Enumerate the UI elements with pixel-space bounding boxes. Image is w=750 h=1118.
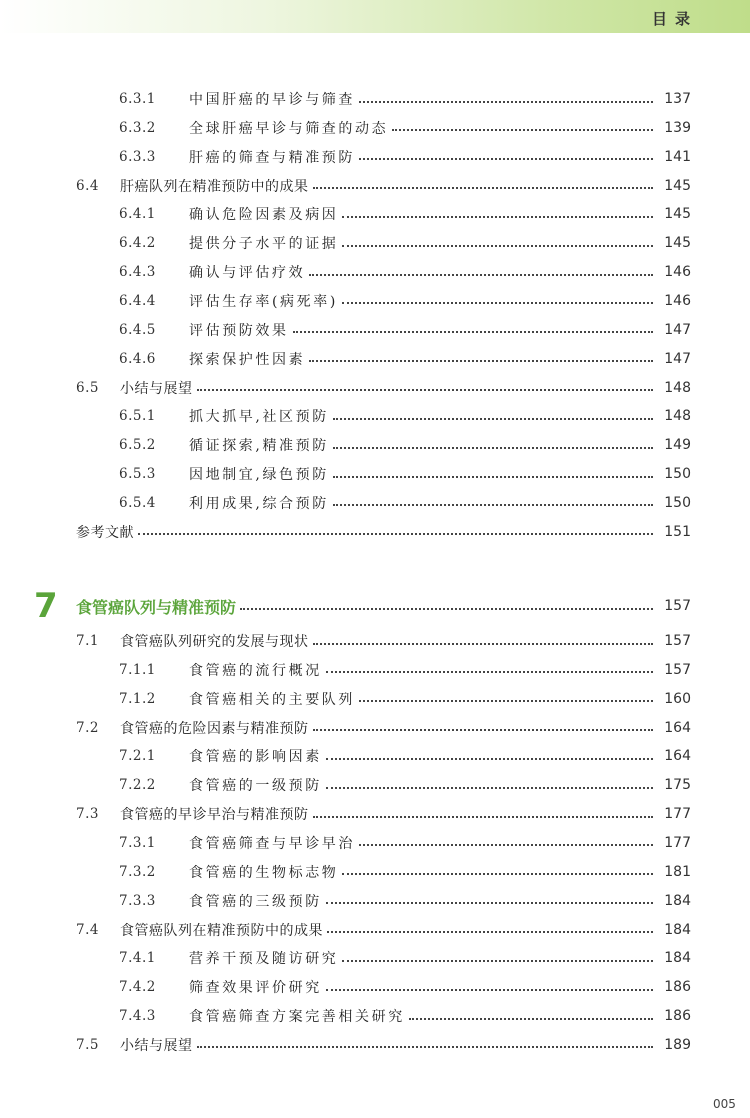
toc-entry[interactable]: [76, 376, 691, 400]
section-title: 中国肝癌的早诊与筛查: [189, 92, 355, 108]
leader-dots: [359, 100, 653, 103]
page-number: 184: [664, 950, 691, 967]
section-title: 食管癌筛查方案完善相关研究: [189, 1009, 405, 1026]
section-number: 6.4.6: [119, 350, 156, 367]
section-number: 6.4.1: [119, 206, 156, 223]
toc-entry[interactable]: [119, 404, 691, 428]
leader-dots: [333, 475, 653, 478]
toc-entry[interactable]: [119, 491, 691, 515]
leader-dots: [326, 901, 653, 904]
section-title: 食管癌队列研究的发展与现状: [120, 634, 309, 650]
chapter-page-number: 157: [664, 598, 691, 614]
toc-entry[interactable]: [119, 202, 691, 226]
page-number: 184: [664, 892, 691, 909]
section-number: 7.4: [76, 921, 99, 938]
section-number: 6.3.1: [119, 91, 156, 107]
leader-dots: [309, 359, 653, 362]
running-header-title: 目录: [652, 10, 699, 28]
leader-dots: [313, 815, 654, 818]
page-number: 137: [664, 91, 691, 107]
leader-dots: [326, 786, 653, 789]
toc-entry[interactable]: [76, 716, 691, 740]
toc-entry[interactable]: [76, 520, 691, 544]
section-title: 食管癌的影响因素: [189, 749, 322, 766]
section-number: 6.3.3: [119, 148, 156, 165]
section-number: 6.5.2: [119, 437, 156, 454]
section-number: 7.2: [76, 719, 99, 736]
leader-dots: [342, 959, 653, 962]
section-number: 7.4.3: [119, 1008, 156, 1025]
leader-dots: [293, 330, 653, 333]
page-number: 146: [664, 292, 691, 309]
toc-entry[interactable]: [119, 145, 691, 169]
page-number: 157: [664, 661, 691, 678]
section-title: 食管癌的流行概况: [189, 662, 322, 679]
page-number: 189: [664, 1036, 691, 1053]
section-title: 食管癌的危险因素与精准预防: [120, 720, 309, 737]
leader-dots: [138, 532, 653, 535]
section-number: 6.5: [76, 379, 99, 396]
page-number: 184: [664, 921, 691, 938]
section-number: 7.1.2: [119, 690, 156, 707]
leader-dots: [409, 1017, 653, 1020]
toc-entry[interactable]: [119, 975, 691, 999]
leader-dots: [342, 244, 653, 247]
toc-entry[interactable]: [76, 629, 691, 653]
section-number: 6.5.4: [119, 494, 156, 511]
leader-dots: [326, 670, 653, 673]
page-number: 150: [664, 466, 691, 483]
page-number: 148: [664, 379, 691, 396]
toc-entry[interactable]: [119, 860, 691, 884]
section-number: 7.1: [76, 633, 99, 649]
page-number: 177: [664, 834, 691, 851]
leader-dots: [333, 503, 653, 506]
page-number: 147: [664, 321, 691, 338]
page-number: 149: [664, 437, 691, 454]
leader-dots: [309, 273, 653, 276]
section-title: 肝癌队列在精准预防中的成果: [120, 178, 309, 195]
section-title: 确认与评估疗效: [189, 265, 306, 282]
section-title: 提供分子水平的证据: [189, 236, 339, 253]
section-title: 评估预防效果: [189, 322, 289, 339]
page-number: 164: [664, 719, 691, 736]
toc-entry[interactable]: [119, 744, 691, 768]
page-number: 147: [664, 350, 691, 367]
section-title: 食管癌的早诊早治与精准预防: [120, 807, 309, 824]
leader-dots: [326, 988, 653, 991]
page-number: 146: [664, 264, 691, 281]
leader-dots: [313, 728, 654, 731]
toc-entry[interactable]: [76, 802, 691, 826]
toc-entry[interactable]: [119, 87, 691, 111]
section-title: 利用成果,综合预防: [189, 495, 329, 512]
section-number: 6.3.2: [119, 119, 156, 136]
leader-dots: [359, 157, 653, 160]
page-number: 160: [664, 690, 691, 707]
section-title: 食管癌的三级预防: [189, 893, 322, 910]
toc-entry[interactable]: [76, 918, 691, 942]
page-number: 164: [664, 748, 691, 765]
page-number: 177: [664, 806, 691, 823]
section-title: 食管癌相关的主要队列: [189, 691, 355, 708]
toc-entry[interactable]: [119, 889, 691, 913]
header-band: [0, 0, 750, 33]
leader-dots: [333, 417, 653, 420]
section-number: 6.4.2: [119, 235, 156, 252]
leader-dots: [313, 642, 654, 645]
toc-entry[interactable]: [119, 116, 691, 140]
leader-dots: [392, 128, 653, 131]
section-number: 6.4.5: [119, 321, 156, 338]
page-number: 139: [664, 119, 691, 136]
chapter-title: 食管癌队列与精准预防: [76, 597, 237, 617]
section-title: 筛查效果评价研究: [189, 980, 322, 997]
page-number: 186: [664, 1008, 691, 1025]
section-title: 循证探索,精准预防: [189, 438, 329, 455]
toc-entry[interactable]: [119, 462, 691, 486]
section-title: 参考文献: [76, 524, 134, 541]
page-number: 151: [664, 523, 691, 540]
section-number: 7.5: [76, 1036, 99, 1053]
page-number: 141: [664, 148, 691, 165]
section-title: 确认危险因素及病因: [189, 207, 339, 224]
section-number: 7.2.1: [119, 748, 156, 765]
section-number: 6.4: [76, 177, 99, 194]
toc-entry[interactable]: [119, 831, 691, 855]
leader-dots: [359, 843, 653, 846]
toc-entry[interactable]: [76, 1033, 691, 1057]
section-number: 7.3.3: [119, 892, 156, 909]
toc-entry[interactable]: [119, 946, 691, 970]
leader-dots: [326, 757, 653, 760]
toc-entry[interactable]: [119, 289, 691, 313]
section-title: 肝癌的筛查与精准预防: [189, 149, 355, 166]
toc-entry[interactable]: [76, 174, 691, 198]
section-title: 抓大抓早,社区预防: [189, 409, 329, 426]
leader-dots: [333, 446, 653, 449]
section-number: 7.3.1: [119, 834, 156, 851]
leader-dots: [342, 301, 653, 304]
page-number: 148: [664, 408, 691, 425]
chapter-number: 7: [34, 586, 58, 626]
leader-dots: [197, 388, 654, 391]
page-number: 145: [664, 206, 691, 223]
toc-entry[interactable]: [119, 318, 691, 342]
section-number: 7.1.1: [119, 661, 156, 678]
page-folio: 005: [713, 1097, 736, 1111]
toc-entry[interactable]: [119, 687, 691, 711]
leader-dots: [327, 930, 653, 933]
chapter-heading[interactable]: [34, 588, 691, 624]
leader-dots: [342, 872, 653, 875]
section-title: 小结与展望: [120, 380, 193, 397]
section-title: 全球肝癌早诊与筛查的动态: [189, 120, 389, 137]
leader-dots: [342, 215, 653, 218]
section-title: 食管癌的生物标志物: [189, 864, 339, 881]
section-number: 7.4.2: [119, 979, 156, 996]
section-number: 7.3: [76, 806, 99, 823]
toc-entry[interactable]: [119, 658, 691, 682]
leader-dots: [197, 1045, 654, 1048]
leader-dots: [359, 699, 653, 702]
section-title: 评估生存率(病死率): [189, 293, 338, 310]
section-title: 食管癌筛查与早诊早治: [189, 835, 355, 852]
page-number: 175: [664, 777, 691, 794]
section-number: 7.3.2: [119, 863, 156, 880]
section-title: 探索保护性因素: [189, 351, 306, 368]
page-number: 150: [664, 494, 691, 511]
toc-entry[interactable]: [119, 1004, 691, 1028]
section-number: 6.5.1: [119, 408, 156, 425]
section-title: 食管癌队列在精准预防中的成果: [120, 922, 323, 939]
page-number: 186: [664, 979, 691, 996]
toc-entry[interactable]: [119, 433, 691, 457]
section-title: 食管癌的一级预防: [189, 778, 322, 795]
section-title: 营养干预及随访研究: [189, 951, 339, 968]
section-title: 因地制宜,绿色预防: [189, 467, 329, 484]
page-number: 145: [664, 177, 691, 194]
leader-dots: [313, 186, 654, 189]
section-number: 6.4.4: [119, 292, 156, 309]
page-number: 157: [664, 633, 691, 649]
toc-entry[interactable]: [119, 347, 691, 371]
toc-entry[interactable]: [119, 260, 691, 284]
section-number: 6.5.3: [119, 466, 156, 483]
section-number: 7.4.1: [119, 950, 156, 967]
page-number: 145: [664, 235, 691, 252]
toc-entry[interactable]: [119, 773, 691, 797]
toc-entry[interactable]: [119, 231, 691, 255]
section-number: 7.2.2: [119, 777, 156, 794]
page-number: 181: [664, 863, 691, 880]
section-number: 6.4.3: [119, 264, 156, 281]
section-title: 小结与展望: [120, 1037, 193, 1054]
leader-dots: [240, 607, 653, 610]
